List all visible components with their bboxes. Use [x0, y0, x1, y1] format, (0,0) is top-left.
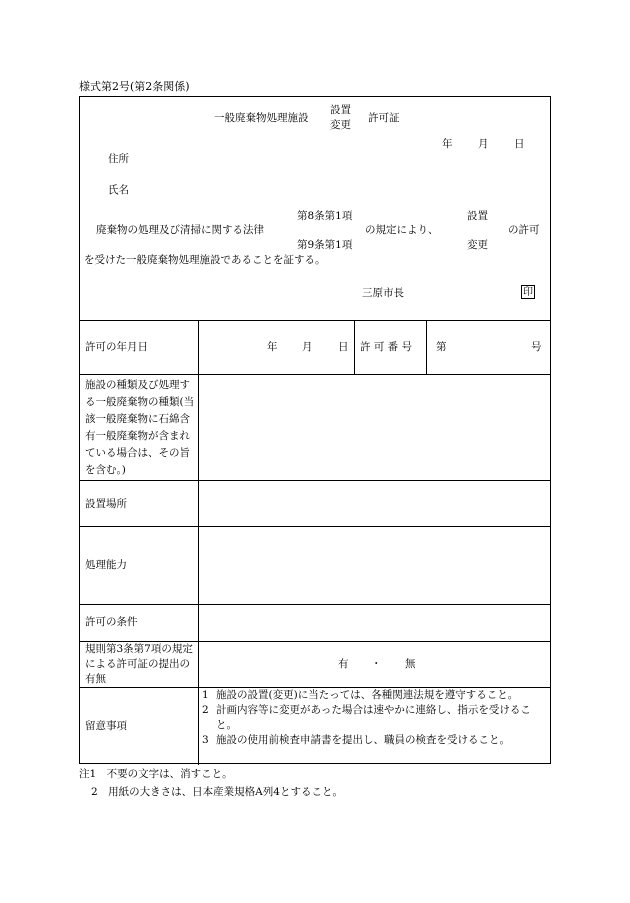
- header-date-year: 年: [442, 138, 453, 150]
- submission-separator: ・: [371, 658, 382, 670]
- title-option-install: 設置: [330, 104, 351, 116]
- permit-number-prefix: 第: [436, 341, 447, 353]
- permit-number-suffix: 号: [531, 341, 542, 353]
- mayor-title: 三原市長: [362, 287, 404, 299]
- column-divider: [426, 320, 427, 374]
- remark-text: 施設の設置(変更)に当たっては、各種関連法規を遵守すること。: [216, 689, 519, 701]
- certification-statement: を受けた一般廃棄物処理施設であることを証する。: [84, 254, 326, 266]
- list-item: [202, 733, 547, 748]
- address-label: 住所: [108, 153, 129, 165]
- facility-type-label: 施設の種類及び処理する一般廃棄物の種類(当該一般廃棄物に石綿含有一般廃棄物が含まれている場合は、その旨を含む。): [85, 379, 195, 476]
- column-divider: [354, 320, 355, 374]
- permit-suffix: の許可: [508, 224, 540, 236]
- header-date-day: 日: [514, 138, 525, 150]
- divider: [80, 374, 550, 375]
- capacity-label: 処理能力: [85, 559, 127, 571]
- conditions-label: 許可の条件: [85, 616, 138, 628]
- remark-number: 1: [202, 689, 209, 701]
- seal-stamp: 印: [523, 287, 533, 298]
- location-label: 設置場所: [85, 498, 127, 510]
- column-divider: [198, 320, 199, 765]
- list-item: [202, 703, 547, 733]
- law-name: 廃棄物の処理及び清掃に関する法律: [96, 224, 264, 236]
- title-option-change: 変更: [330, 119, 351, 131]
- list-item: [202, 688, 547, 703]
- footnote-2: 2 用紙の大きさは、日本産業規格A列4とすること。: [91, 786, 343, 798]
- remark-number: 3: [202, 734, 209, 746]
- legal-option-change: 変更: [467, 239, 488, 251]
- permit-month: 月: [302, 341, 313, 353]
- remark-number: 2: [202, 704, 209, 716]
- divider: [80, 480, 550, 481]
- header-date-month: 月: [478, 138, 489, 150]
- submission-yes: 有: [338, 658, 349, 670]
- regulation-text: の規定により、: [365, 224, 439, 236]
- remark-text: 施設の使用前検査申請書を提出し、職員の検査を受けること。: [216, 734, 510, 746]
- divider: [80, 320, 550, 321]
- certificate-title: 一般廃棄物処理施設: [214, 112, 309, 124]
- remarks-list: [202, 688, 547, 748]
- permit-date-label: 許可の年月日: [85, 341, 148, 353]
- certificate-suffix: 許可証: [368, 112, 400, 124]
- permit-number-label: 許 可 番 号: [360, 341, 413, 353]
- remark-text: 計画内容等に変更があった場合は速やかに連絡し、指示を受けること。: [216, 704, 531, 731]
- permit-form: [79, 96, 551, 764]
- submission-no: 無: [405, 658, 416, 670]
- submission-label: 規則第3条第7項の規定による許可証の提出の有無: [85, 643, 193, 685]
- name-label: 氏名: [108, 184, 129, 196]
- footnote-1: 注1 不要の文字は、消すこと。: [79, 768, 233, 780]
- permit-year: 年: [267, 341, 278, 353]
- remarks-label: 留意事項: [85, 720, 127, 732]
- legal-option-install: 設置: [467, 210, 488, 222]
- divider: [80, 526, 550, 527]
- permit-day: 日: [338, 341, 349, 353]
- clause-9: 第9条第1項: [297, 239, 353, 251]
- divider: [80, 604, 550, 605]
- form-number-label: 様式第2号(第2条関係): [79, 80, 190, 93]
- clause-8: 第8条第1項: [297, 210, 353, 222]
